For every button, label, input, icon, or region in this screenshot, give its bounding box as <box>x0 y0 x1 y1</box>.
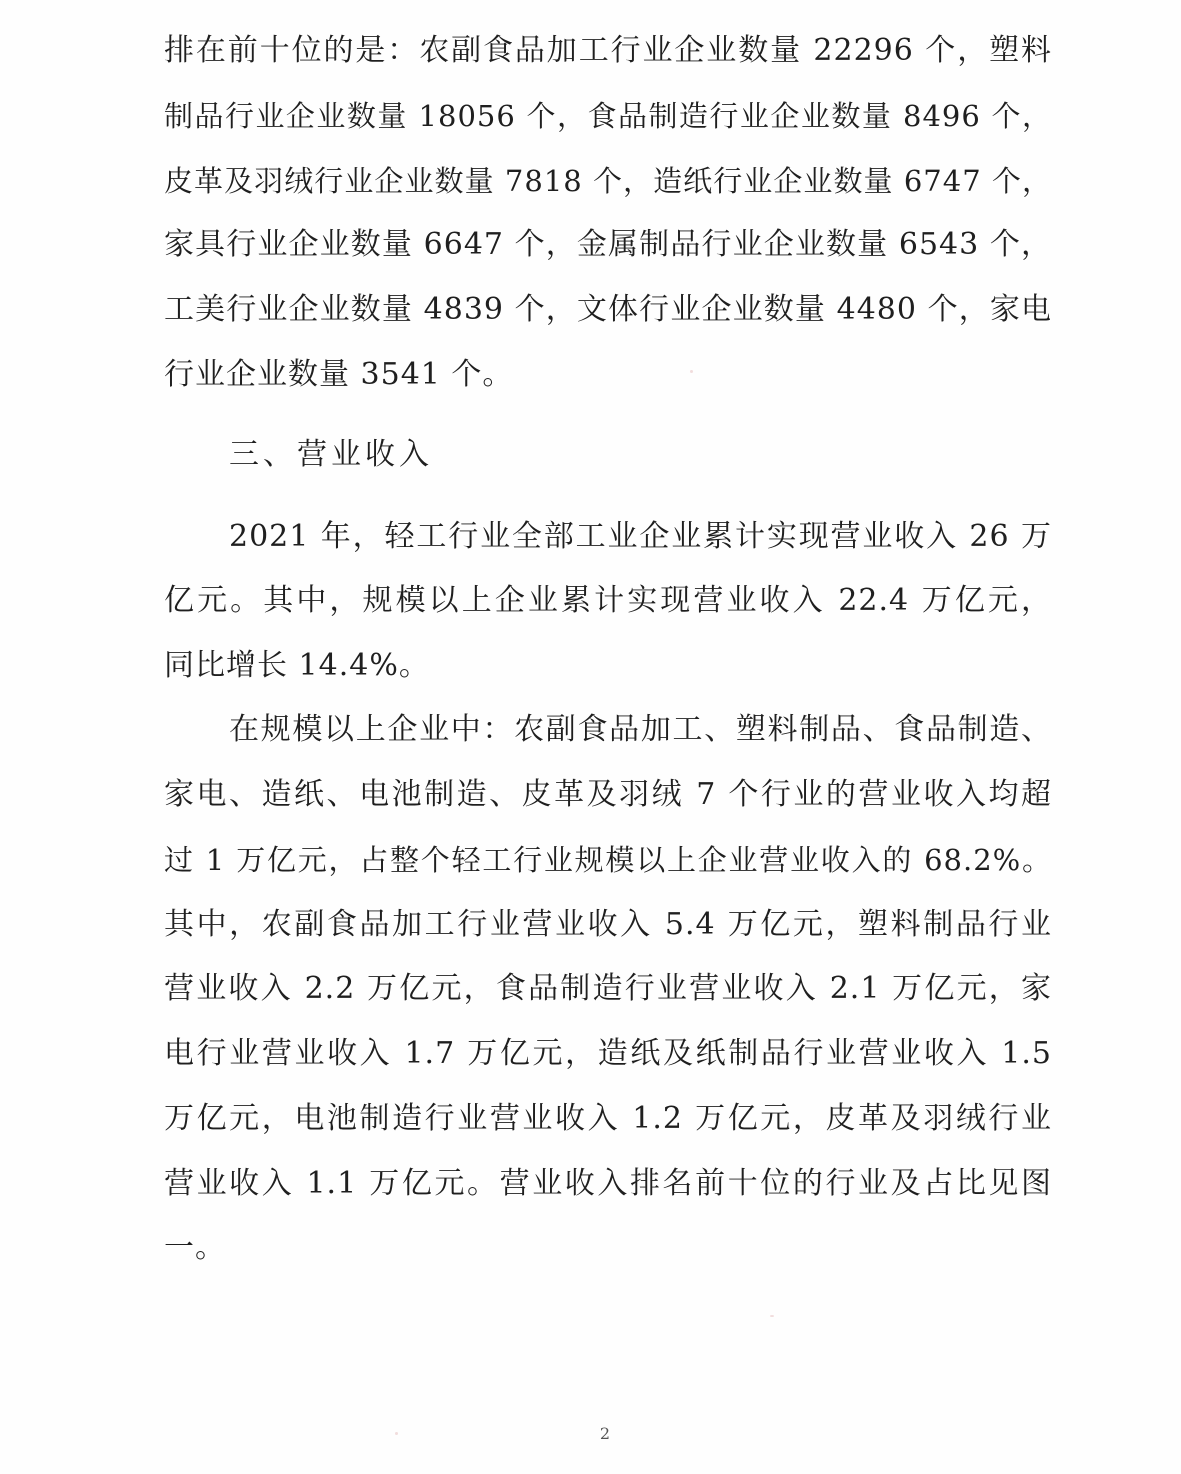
paragraph-1-line-1: 排在前十位的是：农副食品加工行业企业数量 22296 个，塑料 <box>164 33 1052 68</box>
scan-speck <box>770 1315 774 1317</box>
scan-speck <box>690 370 693 373</box>
paragraph-3-line-1: 在规模以上企业中：农副食品加工、塑料制品、食品制造、 <box>229 712 1052 747</box>
paragraph-3-line-7: 万亿元，电池制造行业营业收入 1.2 万亿元，皮革及羽绒行业 <box>164 1101 1052 1136</box>
paragraph-3-line-8: 营业收入 1.1 万亿元。营业收入排名前十位的行业及占比见图 <box>164 1166 1052 1201</box>
paragraph-2-line-1: 2021 年，轻工行业全部工业企业累计实现营业收入 26 万 <box>229 519 1052 554</box>
section-heading: 三、营业收入 <box>229 437 433 472</box>
paragraph-3-line-2: 家电、造纸、电池制造、皮革及羽绒 7 个行业的营业收入均超 <box>164 777 1052 812</box>
paragraph-3-line-9: 一。 <box>164 1230 226 1265</box>
paragraph-2-line-2: 亿元。其中，规模以上企业累计实现营业收入 22.4 万亿元， <box>164 583 1052 618</box>
paragraph-1-line-3: 皮革及羽绒行业企业数量 7818 个，造纸行业企业数量 6747 个， <box>164 164 1052 198</box>
paragraph-1-line-2: 制品行业企业数量 18056 个，食品制造行业企业数量 8496 个， <box>164 99 1052 133</box>
scan-speck <box>395 1432 398 1435</box>
paragraph-1-line-5: 工美行业企业数量 4839 个，文体行业企业数量 4480 个，家电 <box>164 292 1052 327</box>
page-number: 2 <box>599 1424 611 1443</box>
paragraph-1-line-4: 家具行业企业数量 6647 个，金属制品行业企业数量 6543 个， <box>164 227 1052 262</box>
paragraph-2-line-3: 同比增长 14.4%。 <box>164 648 430 683</box>
paragraph-3-line-4: 其中，农副食品加工行业营业收入 5.4 万亿元，塑料制品行业 <box>164 907 1052 942</box>
paragraph-3-line-6: 电行业营业收入 1.7 万亿元，造纸及纸制品行业营业收入 1.5 <box>164 1036 1052 1071</box>
paragraph-1-line-6: 行业企业数量 3541 个。 <box>164 357 514 392</box>
paragraph-3-line-5: 营业收入 2.2 万亿元，食品制造行业营业收入 2.1 万亿元，家 <box>164 971 1052 1006</box>
paragraph-3-line-3: 过 1 万亿元，占整个轻工行业规模以上企业营业收入的 68.2%。 <box>164 843 1052 877</box>
